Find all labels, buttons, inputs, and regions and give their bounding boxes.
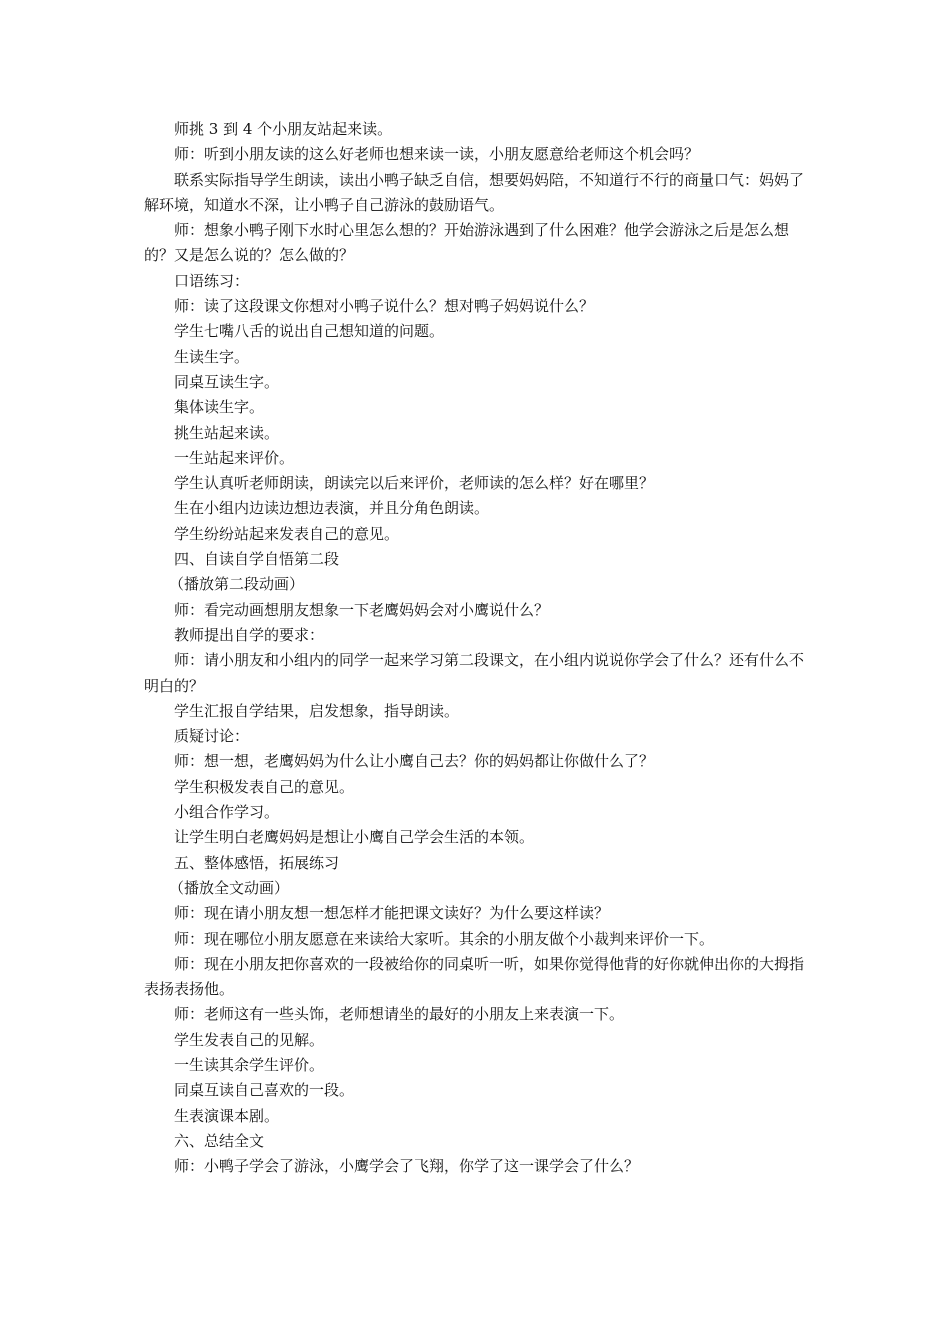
paragraph: 师：读了这段课文你想对小鸭子说什么？想对鸭子妈妈说什么？ [174,297,595,316]
paragraph: 学生发表自己的见解。 [174,1030,325,1049]
paragraph: 师：听到小朋友读的这么好老师也想来读一读，小朋友愿意给老师这个机会吗？ [174,145,700,164]
paragraph: 师：现在小朋友把你喜欢的一段被给你的同桌听一听，如果你觉得他背的好你就伸出你的大拇指表扬表扬他。 [144,954,805,999]
paragraph: 师：看完动画想朋友想象一下老鹰妈妈会对小鹰说什么？ [174,600,550,619]
paragraph: （播放第二段动画） [169,575,305,594]
paragraph: 师：请小朋友和小组内的同学一起来学习第二段课文，在小组内说说你学会了什么？还有什么不明白的？ [144,651,805,695]
paragraph: 师：小鸭子学会了游泳，小鹰学会了飞翔，你学了这一课学会了什么？ [174,1157,640,1176]
paragraph: 师：现在哪位小朋友愿意在来读给大家听。其余的小朋友做个小裁判来评价一下。 [174,929,715,948]
paragraph: 口语练习： [174,271,250,290]
paragraph: 生读生字。 [174,347,250,366]
paragraph: 师：想一想，老鹰妈妈为什么让小鹰自己去？你的妈妈都让你做什么了？ [174,752,655,771]
paragraph: 同桌互读自己喜欢的一段。 [174,1081,355,1100]
paragraph: 四、自读自学自悟第二段 [174,550,340,569]
paragraph: 五、整体感悟，拓展练习 [174,853,340,872]
paragraph: （播放全文动画） [169,878,290,897]
paragraph: 学生积极发表自己的意见。 [174,777,355,796]
paragraph: 一生读其余学生评价。 [174,1055,325,1074]
paragraph: 质疑讨论： [174,727,250,746]
paragraph: 学生汇报自学结果，启发想象，指导朗读。 [174,701,460,720]
paragraph: 生表演课本剧。 [174,1106,280,1125]
paragraph: 学生认真听老师朗读，朗读完以后来评价，老师读的怎么样？好在哪里？ [174,474,655,493]
paragraph: 六、总结全文 [174,1131,265,1150]
paragraph: 联系实际指导学生朗读，读出小鸭子缺乏自信，想要妈妈陪，不知道行不行的商量口气：妈妈了解环境，知道水不深，让小鸭子自己游泳的鼓励语气。 [144,170,805,214]
paragraph: 一生站起来评价。 [174,448,295,467]
paragraph: 集体读生字。 [174,398,265,417]
paragraph: 师挑 3 到 4 个小朋友站起来读。 [174,120,393,138]
paragraph: 学生七嘴八舌的说出自己想知道的问题。 [174,322,445,341]
paragraph: 师：现在请小朋友想一想怎样才能把课文读好？为什么要这样读？ [174,904,610,923]
paragraph: 小组合作学习。 [174,803,280,822]
paragraph: 让学生明白老鹰妈妈是想让小鹰自己学会生活的本领。 [174,828,535,847]
paragraph: 教师提出自学的要求： [174,625,325,644]
paragraph: 同桌互读生字。 [174,372,280,391]
paragraph: 学生纷纷站起来发表自己的意见。 [174,524,400,543]
paragraph: 师：老师这有一些头饰，老师想请坐的最好的小朋友上来表演一下。 [174,1005,625,1024]
document-page [144,117,809,1179]
paragraph: 挑生站起来读。 [174,423,280,442]
paragraph: 生在小组内边读边想边表演，并且分角色朗读。 [174,499,490,518]
paragraph: 师：想象小鸭子刚下水时心里怎么想的？开始游泳遇到了什么困难？他学会游泳之后是怎么想的？又是怎么说的？怎么做的？ [144,221,790,265]
